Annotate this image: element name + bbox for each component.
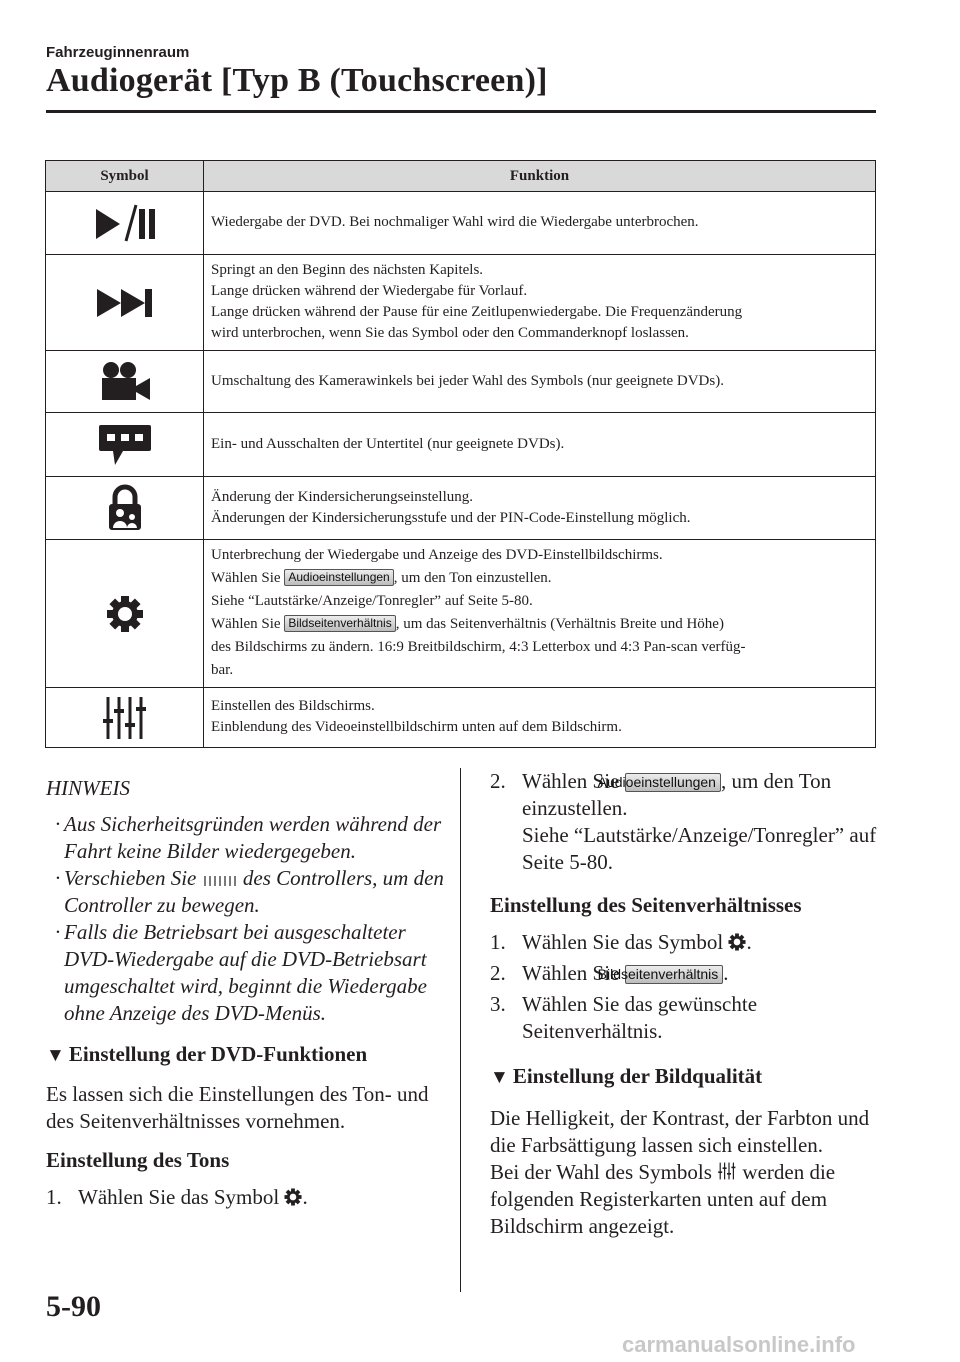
step-number: 1. bbox=[490, 930, 506, 954]
bildseitenverhaeltnis-button[interactable]: Bildseitenverhältnis bbox=[625, 965, 724, 984]
audioeinstellungen-button[interactable]: Audioeinstellungen bbox=[625, 773, 721, 792]
step-text: Wählen Sie das Symbol bbox=[78, 1185, 280, 1209]
heading-text: Einstellung der DVD-Funktionen bbox=[68, 1042, 368, 1066]
text-fragment: Wählen Sie bbox=[211, 570, 285, 586]
play-pause-icon bbox=[90, 201, 160, 245]
text-fragment: Verschieben Sie bbox=[64, 866, 202, 890]
triangle-marker-icon: ▼ bbox=[490, 1067, 509, 1088]
function-cell bbox=[204, 688, 876, 748]
table-header-row bbox=[46, 161, 876, 192]
step-item: 1. Wählen Sie das Symbol . bbox=[490, 930, 752, 954]
function-text: Ein- und Ausschalten der Untertitel (nur geeignete DVDs). bbox=[211, 435, 565, 452]
settings-gear-icon bbox=[284, 1188, 302, 1206]
page-number: 5-90 bbox=[46, 1290, 101, 1323]
function-text: Einstellen des Bildschirms. bbox=[211, 698, 375, 714]
function-cell bbox=[204, 351, 876, 413]
function-column-header: Funktion bbox=[204, 161, 876, 192]
subheading: Einstellung des Tons bbox=[46, 1148, 230, 1172]
function-text: Lange drücken während der Pause für eine Zeitlupenwiedergabe. Die Frequenzänderung bbox=[211, 304, 743, 320]
symbol-column-header: Symbol bbox=[46, 161, 204, 192]
text-fragment: Bei der Wahl des Symbols bbox=[490, 1160, 718, 1184]
hinweis-heading: HINWEIS bbox=[46, 776, 130, 800]
symbol-cell bbox=[46, 540, 204, 688]
watermark: carmanualsonline.info bbox=[622, 1332, 856, 1357]
right-column bbox=[490, 768, 890, 1240]
note-item bbox=[46, 865, 446, 919]
step-text: Wählen Sie das gewünschte Seitenverhältnis. bbox=[522, 992, 758, 1043]
text-fragment: Wählen Sie bbox=[522, 961, 625, 985]
step-item: 2. Wählen Sie Bildseitenverhältnis . bbox=[490, 961, 729, 985]
page-title: Audiogerät [Typ B (Touchscreen)] bbox=[46, 62, 548, 99]
settings-gear-icon bbox=[106, 595, 144, 633]
function-cell bbox=[204, 477, 876, 540]
symbol-cell bbox=[46, 255, 204, 351]
step-item bbox=[490, 768, 890, 876]
bildseitenverhaeltnis-button[interactable]: Bildseitenverhältnis bbox=[284, 615, 395, 632]
function-text: wird unterbrochen, wenn Sie das Symbol oder den Commanderknopf loslassen. bbox=[211, 325, 689, 341]
table-row bbox=[46, 413, 876, 477]
audioeinstellungen-button[interactable]: Audioeinstellungen bbox=[284, 569, 393, 586]
function-cell bbox=[204, 413, 876, 477]
subtitle-icon bbox=[95, 421, 155, 469]
symbol-cell bbox=[46, 477, 204, 540]
note-item: · Aus Sicherheitsgründen werden während der Fahrt keine Bilder wiedergegeben. bbox=[46, 811, 446, 865]
note-item: · Falls die Betriebsart bei ausgeschalteter DVD-Wiedergabe auf die DVD-Betriebsart umgeschaltet wird, beginnt die Wiedergabe ohne Anzeige des DVD-Menüs. bbox=[46, 919, 446, 1027]
step-number: 2. bbox=[490, 961, 506, 985]
controller-grip-icon bbox=[202, 875, 238, 887]
step-number: 2. bbox=[490, 769, 506, 793]
triangle-marker-icon: ▼ bbox=[46, 1045, 65, 1066]
table-row bbox=[46, 255, 876, 351]
symbol-cell bbox=[46, 688, 204, 748]
function-text: Wiedergabe der DVD. Bei nochmaliger Wahl wird die Wiedergabe unterbrochen. bbox=[211, 214, 699, 230]
camera-angle-icon bbox=[94, 360, 156, 404]
heading-text: Einstellung der Bildqualität bbox=[512, 1064, 763, 1088]
function-text: bar. bbox=[211, 662, 234, 678]
function-text: Lange drücken während der Wiedergabe für Vorlauf. bbox=[211, 283, 528, 299]
reference-text: Siehe “Lautstärke/Anzeige/Tonregler” auf Seite 5-80. bbox=[522, 823, 877, 874]
table-row bbox=[46, 540, 876, 688]
step-item bbox=[490, 991, 890, 1045]
parental-lock-icon bbox=[103, 484, 147, 532]
text-fragment: des Controllers, um den Controller zu bewegen. bbox=[64, 866, 444, 917]
section-label: Fahrzeuginnenraum bbox=[46, 44, 190, 61]
left-column bbox=[46, 768, 446, 1211]
function-text: des Bildschirms zu ändern. 16:9 Breitbildschirm, 4:3 Letterbox und 4:3 Pan-scan verfüg- bbox=[211, 639, 746, 655]
paragraph bbox=[490, 1159, 890, 1240]
table-row bbox=[46, 477, 876, 540]
text-fragment: Wählen Sie bbox=[522, 769, 625, 793]
text-fragment: , um das Seitenverhältnis (Verhältnis Breite und Höhe) bbox=[395, 616, 724, 632]
function-text bbox=[211, 567, 868, 590]
text-fragment: , um den Ton einzustellen. bbox=[522, 769, 832, 820]
symbol-cell bbox=[46, 351, 204, 413]
settings-gear-icon bbox=[728, 933, 746, 951]
title-rule bbox=[46, 110, 876, 113]
function-table bbox=[45, 160, 876, 748]
function-cell bbox=[204, 255, 876, 351]
table-row bbox=[46, 351, 876, 413]
table-row bbox=[46, 192, 876, 255]
step-number: 3. bbox=[490, 992, 506, 1016]
symbol-cell bbox=[46, 413, 204, 477]
step-text: Wählen Sie das Symbol bbox=[522, 930, 724, 954]
function-cell bbox=[204, 540, 876, 688]
section-heading bbox=[46, 1041, 446, 1069]
subheading: Einstellung des Seitenverhältnisses bbox=[490, 893, 802, 917]
column-divider bbox=[460, 768, 461, 1292]
function-cell bbox=[204, 192, 876, 255]
skip-forward-icon bbox=[93, 283, 157, 323]
text-fragment: Wählen Sie bbox=[211, 616, 285, 632]
step-item: 1. Wählen Sie das Symbol . bbox=[46, 1185, 308, 1209]
function-text: Änderung der Kindersicherungseinstellung. bbox=[211, 488, 474, 505]
paragraph: Es lassen sich die Einstellungen des Ton- und des Seitenverhältnisses vornehmen. bbox=[46, 1082, 429, 1133]
section-heading bbox=[490, 1063, 890, 1091]
symbol-cell bbox=[46, 192, 204, 255]
function-text: Unterbrechung der Wiedergabe und Anzeige des DVD-Einstellbildschirms. bbox=[211, 547, 663, 563]
equalizer-icon bbox=[100, 695, 150, 741]
function-text: Siehe “Lautstärke/Anzeige/Tonregler” auf Seite 5-80. bbox=[211, 593, 533, 609]
function-text: Springt an den Beginn des nächsten Kapitels. bbox=[211, 262, 484, 278]
table-row bbox=[46, 688, 876, 748]
function-text: Einblendung des Videoeinstellbildschirm unten auf dem Bildschirm. bbox=[211, 719, 622, 735]
function-text: Umschaltung des Kamerawinkels bei jeder Wahl des Symbols (nur geeignete DVDs). bbox=[211, 372, 724, 389]
equalizer-icon bbox=[717, 1161, 737, 1181]
text-fragment: , um den Ton einzustellen. bbox=[393, 570, 552, 586]
function-text bbox=[211, 613, 868, 636]
function-text: Änderungen der Kindersicherungsstufe und der PIN-Code-Einstellung möglich. bbox=[211, 509, 691, 526]
text-fragment: werden die folgenden Registerkarten unten auf dem Bildschirm angezeigt. bbox=[490, 1160, 836, 1238]
step-number: 1. bbox=[46, 1185, 62, 1209]
paragraph: Die Helligkeit, der Kontrast, der Farbton und die Farbsättigung lassen sich einstellen. bbox=[490, 1106, 870, 1157]
